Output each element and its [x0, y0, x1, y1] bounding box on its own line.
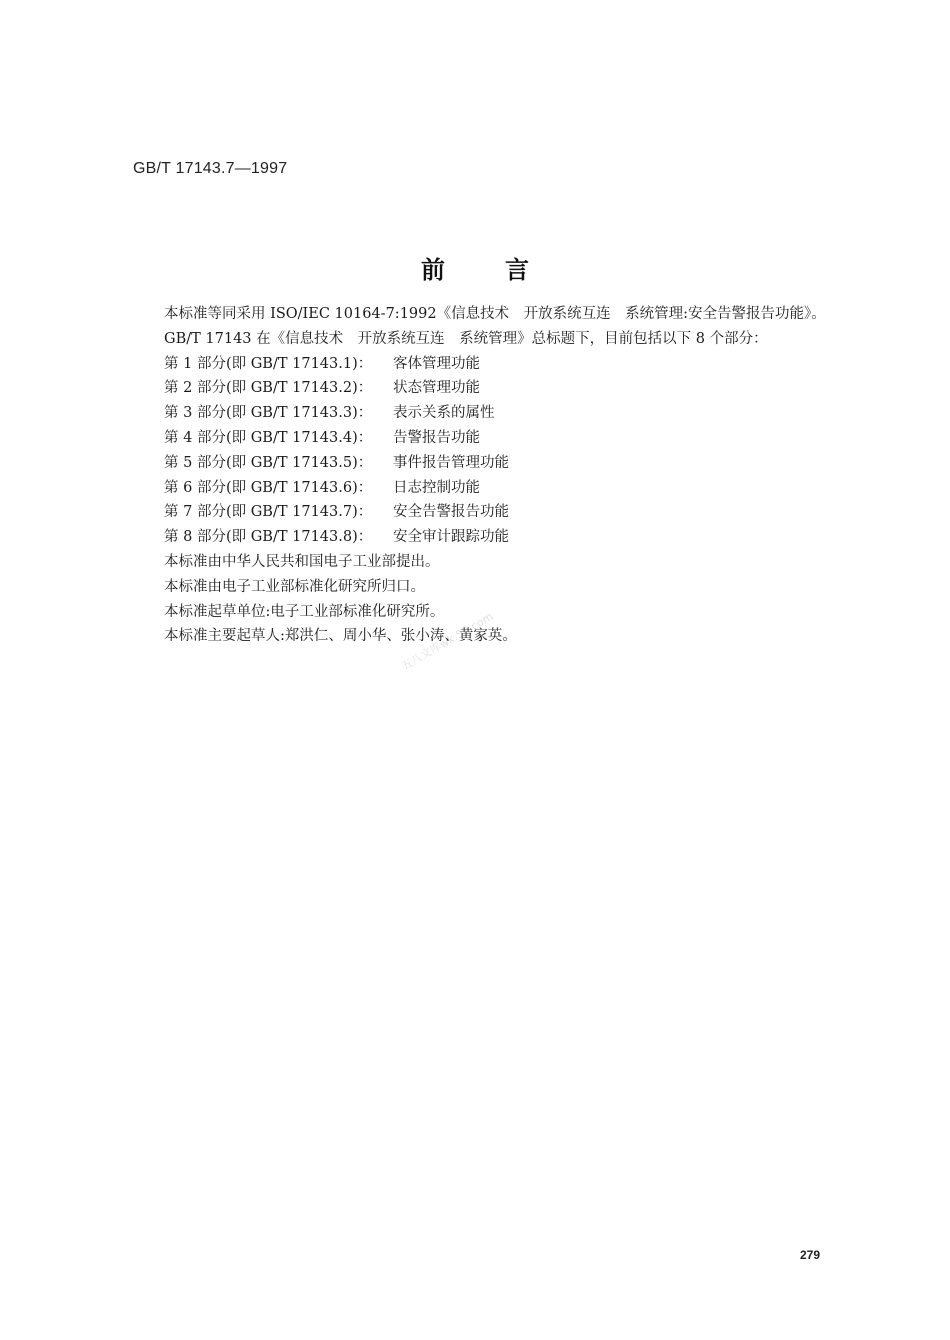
- page-title: 前言: [421, 256, 589, 284]
- watermark: 五八文库wk.58.com: [399, 609, 496, 673]
- part-name: 安全告警报告功能: [393, 504, 509, 521]
- standard-code: GB/T 17143.7—1997: [133, 160, 288, 177]
- managed-by-paragraph: 本标准由电子工业部标准化研究所归口。: [164, 578, 425, 595]
- list-item: [135, 476, 865, 501]
- proposed-by-paragraph: 本标准由中华人民共和国电子工业部提出。: [164, 553, 440, 570]
- parts-list: [135, 352, 865, 550]
- part-name: 安全审计跟踪功能: [393, 529, 509, 546]
- part-label: 第 4 部分(即 GB/T 17143.4)：: [164, 429, 373, 446]
- list-item: [135, 401, 865, 426]
- list-item: [135, 426, 865, 451]
- intro-paragraph: 本标准等同采用 ISO/IEC 10164-7:1992《信息技术 开放系统互连 系统管理:安全告警报告功能》。: [164, 306, 826, 322]
- list-item: [135, 451, 865, 476]
- part-label: 第 8 部分(即 GB/T 17143.8)：: [164, 529, 373, 546]
- part-label: 第 7 部分(即 GB/T 17143.7)：: [164, 504, 373, 521]
- part-name: 日志控制功能: [393, 479, 480, 496]
- part-name: 事件报告管理功能: [393, 454, 509, 471]
- part-label: 第 5 部分(即 GB/T 17143.5)：: [164, 454, 373, 471]
- page-number: 279: [800, 1248, 821, 1262]
- drafters-paragraph: 本标准主要起草人:郑洪仁、周小华、张小涛、黄家英。: [164, 628, 517, 645]
- drafting-unit-paragraph: 本标准起草单位:电子工业部标准化研究所。: [164, 603, 445, 620]
- list-item: [135, 500, 865, 525]
- part-label: 第 6 部分(即 GB/T 17143.6)：: [164, 479, 373, 496]
- list-item: [135, 525, 865, 550]
- part-name: 表示关系的属性: [393, 405, 495, 422]
- list-item: [135, 376, 865, 401]
- part-name: 客体管理功能: [393, 355, 480, 372]
- document-body: [135, 302, 865, 649]
- part-label: 第 2 部分(即 GB/T 17143.2)：: [164, 380, 373, 397]
- list-item: [135, 352, 865, 377]
- part-name: 告警报告功能: [393, 429, 480, 446]
- part-name: 状态管理功能: [393, 380, 480, 397]
- part-label: 第 1 部分(即 GB/T 17143.1)：: [164, 355, 373, 372]
- part-label: 第 3 部分(即 GB/T 17143.3)：: [164, 405, 373, 422]
- series-paragraph: GB/T 17143 在《信息技术 开放系统互连 系统管理》总标题下，目前包括以下 8 个部分：: [164, 330, 768, 347]
